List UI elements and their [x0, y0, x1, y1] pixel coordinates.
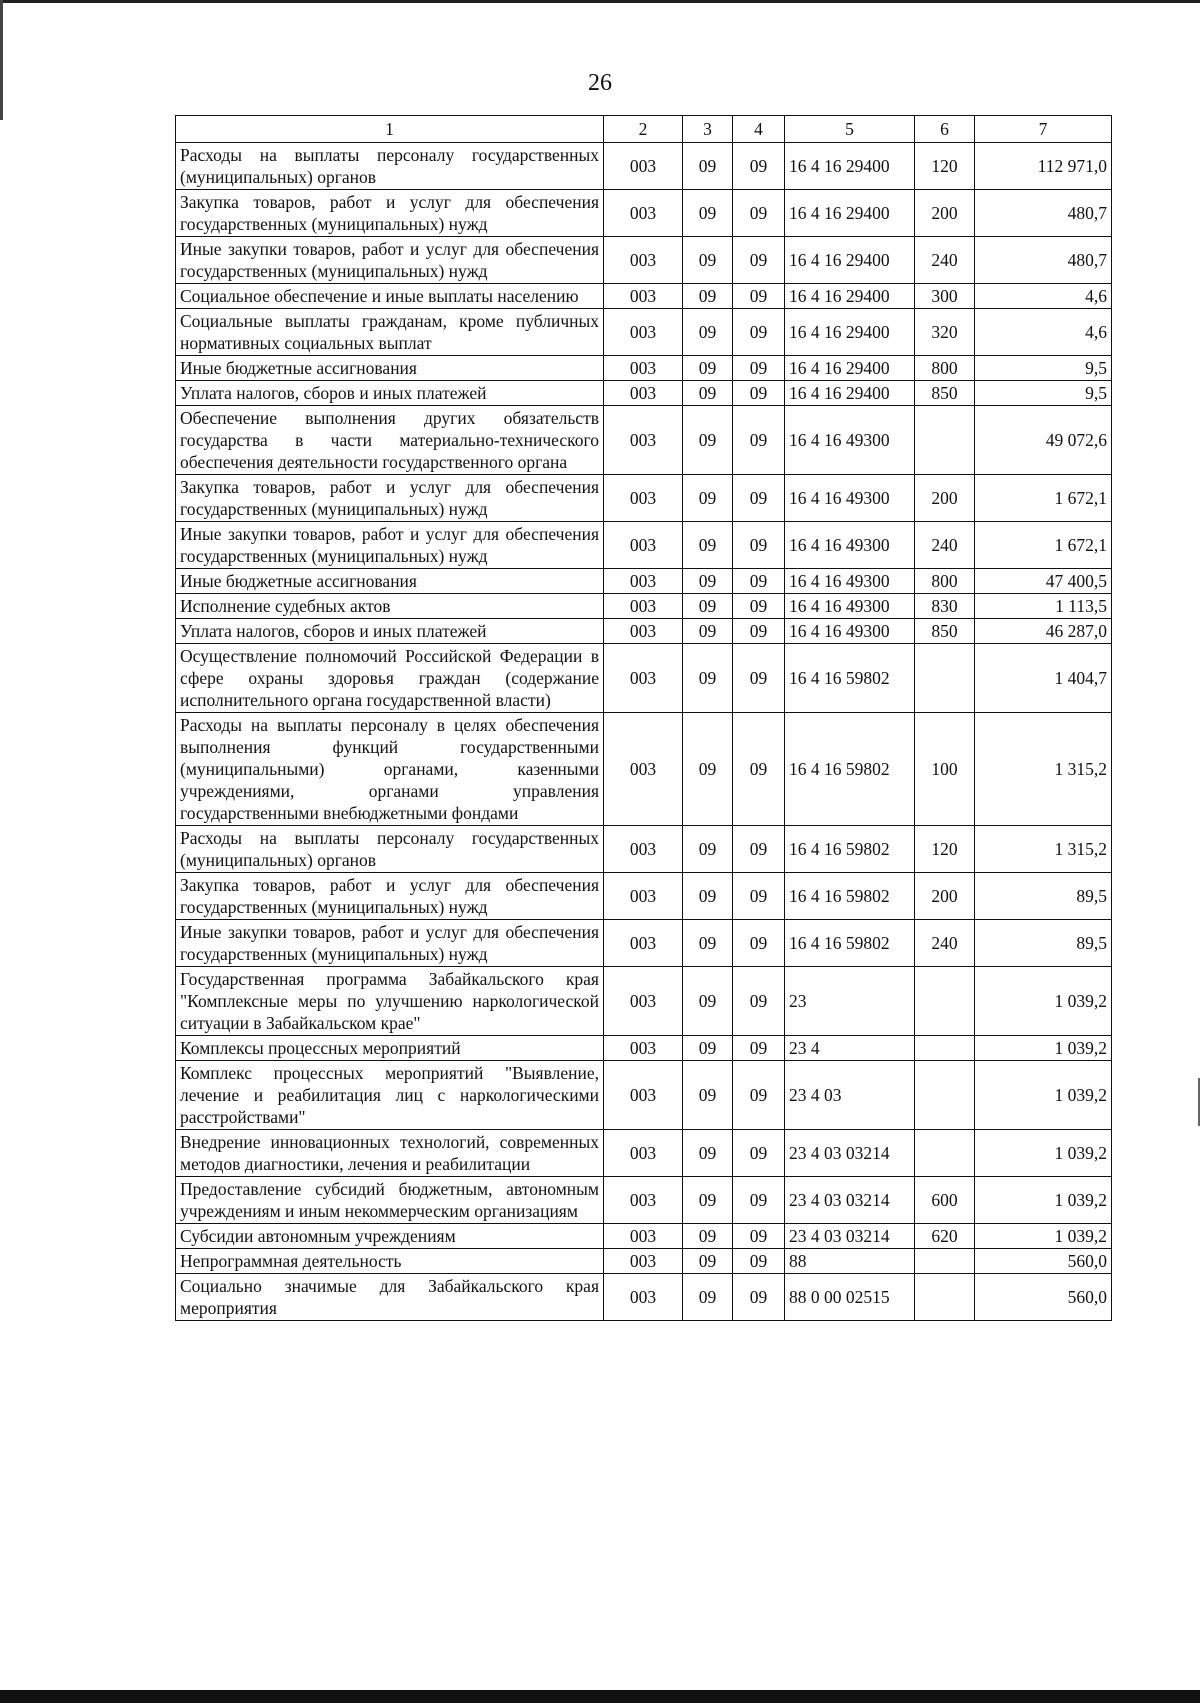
- table-row: [176, 619, 1112, 644]
- row-subsection-cell: 09: [733, 1249, 785, 1274]
- row-admin-code-cell: 003: [604, 475, 683, 522]
- table-row: [176, 309, 1112, 356]
- column-header: 1: [176, 116, 604, 143]
- row-section-cell: 09: [683, 475, 733, 522]
- row-section-cell: 09: [683, 1249, 733, 1274]
- row-expense-type-cell: 830: [915, 594, 975, 619]
- row-expense-type-cell: [915, 1061, 975, 1130]
- row-subsection-cell: 09: [733, 1061, 785, 1130]
- row-name-cell: Уплата налогов, сборов и иных платежей: [176, 381, 604, 406]
- row-expense-type-cell: [915, 1130, 975, 1177]
- row-amount-cell: 1 672,1: [975, 475, 1112, 522]
- row-admin-code-cell: 003: [604, 406, 683, 475]
- row-admin-code-cell: 003: [604, 522, 683, 569]
- row-subsection-cell: 09: [733, 381, 785, 406]
- table-row: [176, 569, 1112, 594]
- table-row: [176, 1130, 1112, 1177]
- row-amount-cell: 89,5: [975, 920, 1112, 967]
- table-row: [176, 522, 1112, 569]
- row-target-article-cell: 23: [785, 967, 915, 1036]
- row-expense-type-cell: [915, 406, 975, 475]
- table-row: [176, 1274, 1112, 1321]
- row-section-cell: 09: [683, 522, 733, 569]
- table-row: [176, 1249, 1112, 1274]
- row-section-cell: 09: [683, 406, 733, 475]
- row-admin-code-cell: 003: [604, 619, 683, 644]
- row-target-article-cell: 16 4 16 29400: [785, 237, 915, 284]
- row-admin-code-cell: 003: [604, 644, 683, 713]
- row-section-cell: 09: [683, 1177, 733, 1224]
- row-section-cell: 09: [683, 713, 733, 826]
- row-expense-type-cell: 240: [915, 522, 975, 569]
- row-amount-cell: 49 072,6: [975, 406, 1112, 475]
- row-section-cell: 09: [683, 1061, 733, 1130]
- row-amount-cell: 1 315,2: [975, 826, 1112, 873]
- row-name-cell: Уплата налогов, сборов и иных платежей: [176, 619, 604, 644]
- row-amount-cell: 1 113,5: [975, 594, 1112, 619]
- row-admin-code-cell: 003: [604, 1274, 683, 1321]
- row-subsection-cell: 09: [733, 826, 785, 873]
- row-admin-code-cell: 003: [604, 826, 683, 873]
- row-section-cell: 09: [683, 381, 733, 406]
- column-header: 5: [785, 116, 915, 143]
- row-amount-cell: 1 039,2: [975, 1177, 1112, 1224]
- row-name-cell: Иные закупки товаров, работ и услуг для обеспечения государственных (муниципальных) нужд: [176, 522, 604, 569]
- row-admin-code-cell: 003: [604, 1036, 683, 1061]
- scan-border-top: [0, 0, 1200, 3]
- row-expense-type-cell: 200: [915, 475, 975, 522]
- row-name-cell: Предоставление субсидий бюджетным, автономным учреждениям и иным некоммерческим организациям: [176, 1177, 604, 1224]
- row-section-cell: 09: [683, 967, 733, 1036]
- row-amount-cell: 1 039,2: [975, 967, 1112, 1036]
- row-section-cell: 09: [683, 920, 733, 967]
- row-admin-code-cell: 003: [604, 1130, 683, 1177]
- row-section-cell: 09: [683, 190, 733, 237]
- table-row: [176, 1224, 1112, 1249]
- row-target-article-cell: 16 4 16 59802: [785, 713, 915, 826]
- row-section-cell: 09: [683, 1036, 733, 1061]
- row-target-article-cell: 16 4 16 49300: [785, 569, 915, 594]
- row-target-article-cell: 23 4 03: [785, 1061, 915, 1130]
- table-row: [176, 873, 1112, 920]
- row-section-cell: 09: [683, 1224, 733, 1249]
- row-target-article-cell: 16 4 16 49300: [785, 522, 915, 569]
- row-name-cell: Социальное обеспечение и иные выплаты населению: [176, 284, 604, 309]
- row-name-cell: Закупка товаров, работ и услуг для обеспечения государственных (муниципальных) нужд: [176, 873, 604, 920]
- row-expense-type-cell: [915, 1249, 975, 1274]
- table-row: [176, 920, 1112, 967]
- row-amount-cell: 1 672,1: [975, 522, 1112, 569]
- table-row: [176, 644, 1112, 713]
- row-target-article-cell: 88 0 00 02515: [785, 1274, 915, 1321]
- row-target-article-cell: 16 4 16 59802: [785, 920, 915, 967]
- row-name-cell: Иные закупки товаров, работ и услуг для обеспечения государственных (муниципальных) нужд: [176, 237, 604, 284]
- row-subsection-cell: 09: [733, 619, 785, 644]
- row-amount-cell: 47 400,5: [975, 569, 1112, 594]
- row-subsection-cell: 09: [733, 237, 785, 284]
- row-section-cell: 09: [683, 644, 733, 713]
- row-admin-code-cell: 003: [604, 569, 683, 594]
- table-row: [176, 237, 1112, 284]
- row-subsection-cell: 09: [733, 644, 785, 713]
- row-subsection-cell: 09: [733, 569, 785, 594]
- row-amount-cell: 1 315,2: [975, 713, 1112, 826]
- row-amount-cell: 1 039,2: [975, 1061, 1112, 1130]
- row-subsection-cell: 09: [733, 356, 785, 381]
- row-subsection-cell: 09: [733, 920, 785, 967]
- row-admin-code-cell: 003: [604, 1177, 683, 1224]
- row-admin-code-cell: 003: [604, 356, 683, 381]
- row-name-cell: Иные бюджетные ассигнования: [176, 356, 604, 381]
- row-admin-code-cell: 003: [604, 594, 683, 619]
- row-name-cell: Субсидии автономным учреждениям: [176, 1224, 604, 1249]
- row-name-cell: Непрограммная деятельность: [176, 1249, 604, 1274]
- row-admin-code-cell: 003: [604, 1249, 683, 1274]
- row-expense-type-cell: 800: [915, 569, 975, 594]
- row-target-article-cell: 16 4 16 49300: [785, 619, 915, 644]
- row-amount-cell: 1 404,7: [975, 644, 1112, 713]
- row-target-article-cell: 88: [785, 1249, 915, 1274]
- row-amount-cell: 480,7: [975, 190, 1112, 237]
- table-row: [176, 1061, 1112, 1130]
- row-amount-cell: 4,6: [975, 284, 1112, 309]
- row-expense-type-cell: [915, 967, 975, 1036]
- row-section-cell: 09: [683, 826, 733, 873]
- table-row: [176, 475, 1112, 522]
- budget-table: [175, 115, 1112, 1321]
- row-amount-cell: 560,0: [975, 1274, 1112, 1321]
- row-subsection-cell: 09: [733, 522, 785, 569]
- row-target-article-cell: 23 4 03 03214: [785, 1224, 915, 1249]
- row-subsection-cell: 09: [733, 284, 785, 309]
- row-name-cell: Расходы на выплаты персоналу в целях обеспечения выполнения функций государственными (муниципальными) органами, казенными учреждениями, органами управления государственными внебюджетными фондами: [176, 713, 604, 826]
- row-expense-type-cell: 100: [915, 713, 975, 826]
- row-amount-cell: 1 039,2: [975, 1130, 1112, 1177]
- row-expense-type-cell: 850: [915, 381, 975, 406]
- row-expense-type-cell: 850: [915, 619, 975, 644]
- row-subsection-cell: 09: [733, 406, 785, 475]
- row-expense-type-cell: 300: [915, 284, 975, 309]
- row-name-cell: Социально значимые для Забайкальского края мероприятия: [176, 1274, 604, 1321]
- row-expense-type-cell: 620: [915, 1224, 975, 1249]
- row-target-article-cell: 16 4 16 59802: [785, 644, 915, 713]
- row-amount-cell: 9,5: [975, 381, 1112, 406]
- column-header: 6: [915, 116, 975, 143]
- row-subsection-cell: 09: [733, 1224, 785, 1249]
- row-amount-cell: 1 039,2: [975, 1224, 1112, 1249]
- scan-border-bottom: [0, 1690, 1200, 1703]
- row-name-cell: Социальные выплаты гражданам, кроме публичных нормативных социальных выплат: [176, 309, 604, 356]
- row-admin-code-cell: 003: [604, 381, 683, 406]
- row-target-article-cell: 16 4 16 49300: [785, 594, 915, 619]
- row-section-cell: 09: [683, 569, 733, 594]
- row-name-cell: Осуществление полномочий Российской Федерации в сфере охраны здоровья граждан (содержание исполнительного органа государственной власти): [176, 644, 604, 713]
- row-target-article-cell: 23 4 03 03214: [785, 1130, 915, 1177]
- row-expense-type-cell: 320: [915, 309, 975, 356]
- row-subsection-cell: 09: [733, 475, 785, 522]
- row-section-cell: 09: [683, 1274, 733, 1321]
- row-name-cell: Закупка товаров, работ и услуг для обеспечения государственных (муниципальных) нужд: [176, 190, 604, 237]
- table-header-row: [176, 116, 1112, 143]
- row-section-cell: 09: [683, 356, 733, 381]
- row-expense-type-cell: 240: [915, 920, 975, 967]
- row-target-article-cell: 16 4 16 59802: [785, 826, 915, 873]
- row-amount-cell: 560,0: [975, 1249, 1112, 1274]
- page-number: 26: [588, 70, 612, 96]
- table-row: [176, 1036, 1112, 1061]
- row-subsection-cell: 09: [733, 143, 785, 190]
- row-amount-cell: 4,6: [975, 309, 1112, 356]
- row-amount-cell: 1 039,2: [975, 1036, 1112, 1061]
- table-row: [176, 406, 1112, 475]
- row-target-article-cell: 16 4 16 29400: [785, 381, 915, 406]
- row-name-cell: Закупка товаров, работ и услуг для обеспечения государственных (муниципальных) нужд: [176, 475, 604, 522]
- row-target-article-cell: 16 4 16 59802: [785, 873, 915, 920]
- row-subsection-cell: 09: [733, 190, 785, 237]
- row-admin-code-cell: 003: [604, 967, 683, 1036]
- row-subsection-cell: 09: [733, 1130, 785, 1177]
- row-expense-type-cell: [915, 1274, 975, 1321]
- row-admin-code-cell: 003: [604, 873, 683, 920]
- row-amount-cell: 480,7: [975, 237, 1112, 284]
- row-admin-code-cell: 003: [604, 920, 683, 967]
- row-admin-code-cell: 003: [604, 309, 683, 356]
- row-target-article-cell: 16 4 16 49300: [785, 406, 915, 475]
- row-section-cell: 09: [683, 143, 733, 190]
- row-subsection-cell: 09: [733, 713, 785, 826]
- scan-border-left: [0, 0, 3, 120]
- row-section-cell: 09: [683, 873, 733, 920]
- table-row: [176, 356, 1112, 381]
- row-amount-cell: 46 287,0: [975, 619, 1112, 644]
- row-target-article-cell: 16 4 16 29400: [785, 143, 915, 190]
- row-name-cell: Иные закупки товаров, работ и услуг для обеспечения государственных (муниципальных) нужд: [176, 920, 604, 967]
- row-subsection-cell: 09: [733, 1177, 785, 1224]
- row-expense-type-cell: 600: [915, 1177, 975, 1224]
- row-name-cell: Комплекс процессных мероприятий "Выявление, лечение и реабилитация лиц с наркологическими расстройствами": [176, 1061, 604, 1130]
- row-target-article-cell: 16 4 16 29400: [785, 309, 915, 356]
- table-row: [176, 143, 1112, 190]
- row-admin-code-cell: 003: [604, 143, 683, 190]
- row-section-cell: 09: [683, 594, 733, 619]
- table-row: [176, 967, 1112, 1036]
- table-row: [176, 284, 1112, 309]
- row-section-cell: 09: [683, 309, 733, 356]
- row-target-article-cell: 23 4: [785, 1036, 915, 1061]
- row-name-cell: Расходы на выплаты персоналу государственных (муниципальных) органов: [176, 826, 604, 873]
- row-name-cell: Внедрение инновационных технологий, современных методов диагностики, лечения и реабилитации: [176, 1130, 604, 1177]
- row-target-article-cell: 23 4 03 03214: [785, 1177, 915, 1224]
- row-section-cell: 09: [683, 237, 733, 284]
- row-subsection-cell: 09: [733, 1274, 785, 1321]
- row-expense-type-cell: 120: [915, 143, 975, 190]
- row-expense-type-cell: [915, 1036, 975, 1061]
- column-header: 3: [683, 116, 733, 143]
- row-admin-code-cell: 003: [604, 1224, 683, 1249]
- row-admin-code-cell: 003: [604, 713, 683, 826]
- row-name-cell: Обеспечение выполнения других обязательств государства в части материально-технического обеспечения деятельности государственного органа: [176, 406, 604, 475]
- row-expense-type-cell: 200: [915, 873, 975, 920]
- row-name-cell: Расходы на выплаты персоналу государственных (муниципальных) органов: [176, 143, 604, 190]
- table-row: [176, 190, 1112, 237]
- row-amount-cell: 112 971,0: [975, 143, 1112, 190]
- table-body: [176, 143, 1112, 1321]
- table-row: [176, 713, 1112, 826]
- row-name-cell: Исполнение судебных актов: [176, 594, 604, 619]
- row-target-article-cell: 16 4 16 29400: [785, 190, 915, 237]
- row-name-cell: Комплексы процессных мероприятий: [176, 1036, 604, 1061]
- table-row: [176, 826, 1112, 873]
- row-name-cell: Иные бюджетные ассигнования: [176, 569, 604, 594]
- row-expense-type-cell: 200: [915, 190, 975, 237]
- table-row: [176, 381, 1112, 406]
- row-section-cell: 09: [683, 619, 733, 644]
- row-expense-type-cell: 800: [915, 356, 975, 381]
- row-admin-code-cell: 003: [604, 237, 683, 284]
- row-subsection-cell: 09: [733, 873, 785, 920]
- row-target-article-cell: 16 4 16 29400: [785, 356, 915, 381]
- row-target-article-cell: 16 4 16 29400: [785, 284, 915, 309]
- row-name-cell: Государственная программа Забайкальского края "Комплексные меры по улучшению наркологической ситуации в Забайкальском крае": [176, 967, 604, 1036]
- row-amount-cell: 9,5: [975, 356, 1112, 381]
- column-header: 4: [733, 116, 785, 143]
- row-expense-type-cell: 240: [915, 237, 975, 284]
- table-row: [176, 594, 1112, 619]
- row-admin-code-cell: 003: [604, 284, 683, 309]
- column-header: 7: [975, 116, 1112, 143]
- row-expense-type-cell: [915, 644, 975, 713]
- row-subsection-cell: 09: [733, 967, 785, 1036]
- row-admin-code-cell: 003: [604, 1061, 683, 1130]
- row-expense-type-cell: 120: [915, 826, 975, 873]
- row-amount-cell: 89,5: [975, 873, 1112, 920]
- row-admin-code-cell: 003: [604, 190, 683, 237]
- table-row: [176, 1177, 1112, 1224]
- row-subsection-cell: 09: [733, 309, 785, 356]
- row-subsection-cell: 09: [733, 1036, 785, 1061]
- row-subsection-cell: 09: [733, 594, 785, 619]
- row-section-cell: 09: [683, 1130, 733, 1177]
- column-header: 2: [604, 116, 683, 143]
- row-target-article-cell: 16 4 16 49300: [785, 475, 915, 522]
- row-section-cell: 09: [683, 284, 733, 309]
